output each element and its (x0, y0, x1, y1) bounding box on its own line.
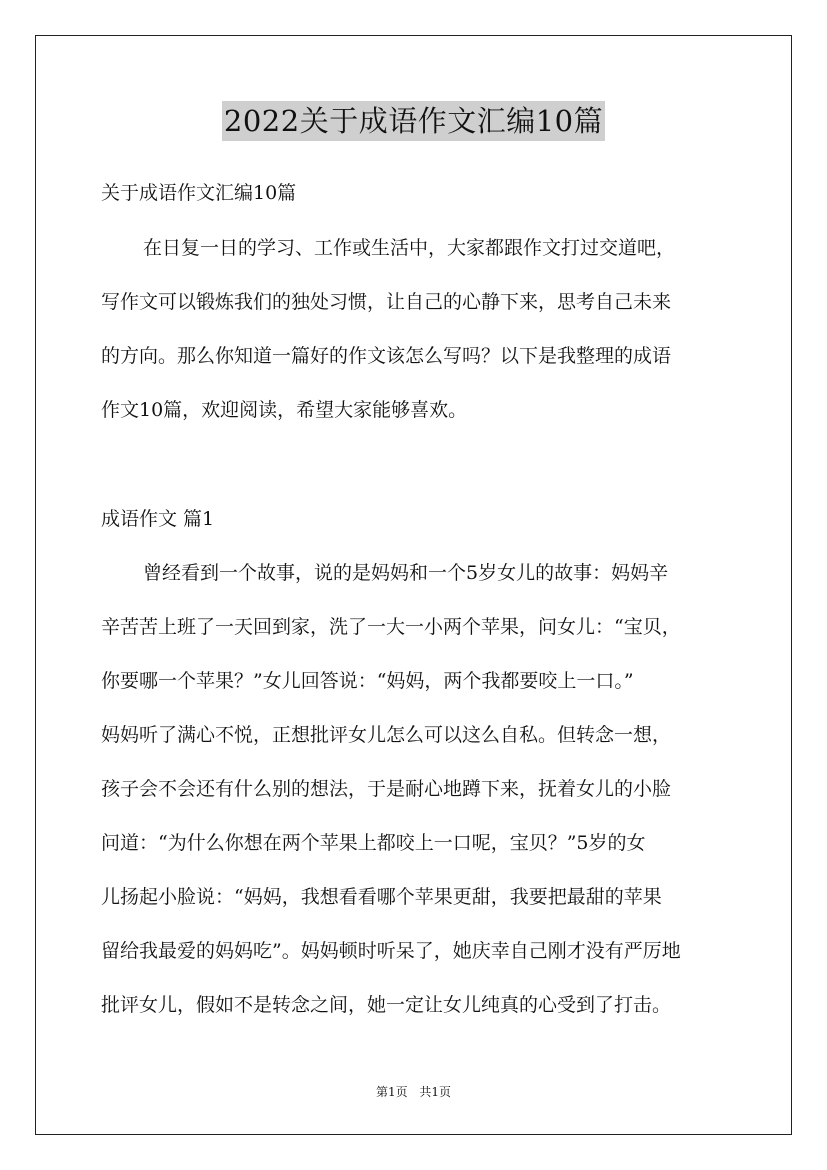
page-total: 共1页 (419, 1085, 452, 1099)
body-line: 批评女儿，假如不是转念之间，她一定让女儿纯真的心受到了打击。 (101, 994, 672, 1016)
body-line: 问道：“为什么你想在两个苹果上都咬上一口呢，宝贝？”5岁的女 (101, 832, 646, 854)
body-line: 你要哪一个苹果？”女儿回答说：“妈妈，两个我都要咬上一口。” (101, 670, 634, 692)
intro-line: 作文10篇，欢迎阅读，希望大家能够喜欢。 (101, 399, 468, 421)
section-heading: 成语作文 篇1 (101, 508, 215, 530)
body-line: 辛苦苦上班了一天回到家，洗了一大一小两个苹果，问女儿：“宝贝， (101, 616, 681, 638)
page-number: 第1页 (375, 1085, 408, 1099)
page-footer (0, 1083, 827, 1100)
subtitle: 关于成语作文汇编10篇 (101, 182, 297, 204)
body-line: 儿扬起小脸说：“妈妈，我想看看哪个苹果更甜，我要把最甜的苹果 (101, 886, 662, 908)
body-line: 曾经看到一个故事，说的是妈妈和一个5岁女儿的故事：妈妈辛 (143, 562, 669, 584)
intro-line: 在日复一日的学习、工作或生活中，大家都跟作文打过交道吧， (143, 237, 676, 259)
body-line: 妈妈听了满心不悦，正想批评女儿怎么可以这么自私。但转念一想， (101, 724, 672, 746)
intro-line: 的方向。那么你知道一篇好的作文该怎么写吗？以下是我整理的成语 (101, 345, 672, 367)
document-title: 2022关于成语作文汇编10篇 (222, 101, 605, 141)
body-line: 留给我最爱的妈妈吃”。妈妈顿时听呆了，她庆幸自己刚才没有严厉地 (101, 940, 681, 962)
body-line: 孩子会不会还有什么别的想法，于是耐心地蹲下来，抚着女儿的小脸 (101, 778, 672, 800)
intro-line: 写作文可以锻炼我们的独处习惯，让自己的心静下来，思考自己未来 (101, 291, 672, 313)
